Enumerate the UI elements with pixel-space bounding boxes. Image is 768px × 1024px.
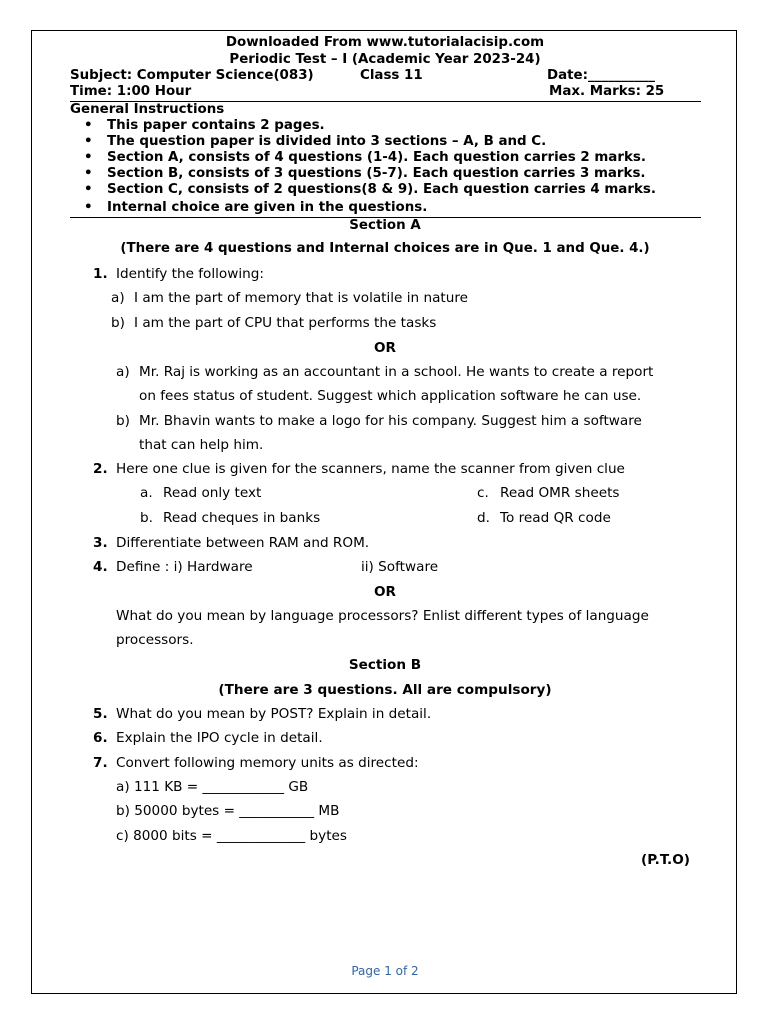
page-footer: Page 1 of 2 (351, 964, 419, 978)
question-text: Convert following memory units as directed: (116, 755, 419, 771)
or-separator: OR (373, 584, 397, 600)
bullet-icon: • (84, 118, 93, 133)
question-text: Here one clue is given for the scanners, name the scanner from given clue (116, 461, 625, 477)
instruction-item: The question paper is divided into 3 sections – A, B and C. (107, 134, 547, 149)
bullet-icon: • (84, 166, 93, 181)
conversion-item: a) 111 KB = ____________ GB (116, 779, 309, 795)
question-paper-page (31, 30, 737, 994)
instruction-item: Section A, consists of 4 questions (1-4). Each question carries 2 marks. (107, 150, 646, 165)
section-b-subtitle: (There are 3 questions. All are compulsory) (218, 682, 552, 698)
option-marker: b) (116, 413, 130, 429)
option-text: I am the part of memory that is volatile in nature (134, 290, 468, 306)
option-marker: d. (477, 510, 490, 526)
option-text: Read cheques in banks (163, 510, 321, 526)
option-marker: b) (111, 315, 125, 331)
pto-note: (P.T.O) (641, 852, 690, 868)
question-number: 2. (93, 461, 108, 477)
option-text: Mr. Bhavin wants to make a logo for his company. Suggest him a software (139, 413, 642, 429)
question-text: What do you mean by POST? Explain in detail. (116, 706, 432, 722)
instruction-item: Internal choice are given in the questions. (107, 200, 428, 215)
section-b-title: Section B (348, 657, 422, 673)
question-text: Identify the following: (116, 266, 264, 282)
conversion-item: c) 8000 bits = _____________ bytes (116, 828, 347, 844)
question-number: 4. (93, 559, 108, 575)
option-text: that can help him. (139, 437, 264, 453)
question-text: processors. (116, 632, 194, 648)
question-text: Differentiate between RAM and ROM. (116, 535, 370, 551)
class-label: Class 11 (360, 68, 423, 83)
option-text: on fees status of student. Suggest which application software he can use. (139, 388, 642, 404)
option-marker: a) (116, 364, 130, 380)
option-marker: b. (140, 510, 153, 526)
question-number: 7. (93, 755, 108, 771)
subject-label: Subject: Computer Science(083) (70, 68, 314, 83)
test-title: Periodic Test – I (Academic Year 2023-24) (229, 52, 541, 67)
instructions-title: General Instructions (70, 102, 225, 117)
bullet-icon: • (84, 182, 93, 197)
question-number: 3. (93, 535, 108, 551)
question-text: ii) Software (361, 559, 439, 575)
bullet-icon: • (84, 134, 93, 149)
question-number: 5. (93, 706, 108, 722)
question-text: What do you mean by language processors? Enlist different types of language (116, 608, 649, 624)
bullet-icon: • (84, 150, 93, 165)
instruction-item: Section C, consists of 2 questions(8 & 9). Each question carries 4 marks. (107, 182, 656, 197)
question-number: 1. (93, 266, 108, 282)
or-separator: OR (373, 340, 397, 356)
option-text: Read only text (163, 485, 262, 501)
option-text: I am the part of CPU that performs the tasks (134, 315, 437, 331)
option-text: Mr. Raj is working as an accountant in a school. He wants to create a report (139, 364, 654, 380)
date-label: Date:__________ (547, 68, 655, 83)
instruction-item: This paper contains 2 pages. (107, 118, 325, 133)
conversion-item: b) 50000 bytes = ___________ MB (116, 803, 340, 819)
max-marks-label: Max. Marks: 25 (549, 84, 665, 99)
option-text: Read OMR sheets (500, 485, 620, 501)
option-text: To read QR code (500, 510, 611, 526)
question-number: 6. (93, 730, 108, 746)
question-text: Define : i) Hardware (116, 559, 253, 575)
instruction-item: Section B, consists of 3 questions (5-7). Each question carries 3 marks. (107, 166, 646, 181)
question-text: Explain the IPO cycle in detail. (116, 730, 323, 746)
time-label: Time: 1:00 Hour (70, 84, 192, 99)
option-marker: c. (477, 485, 489, 501)
bullet-icon: • (84, 200, 93, 215)
option-marker: a) (111, 290, 125, 306)
section-a-subtitle: (There are 4 questions and Internal choices are in Que. 1 and Que. 4.) (120, 241, 650, 256)
download-line: Downloaded From www.tutorialacisip.com (225, 35, 545, 50)
section-a-title: Section A (349, 218, 421, 233)
option-marker: a. (140, 485, 153, 501)
